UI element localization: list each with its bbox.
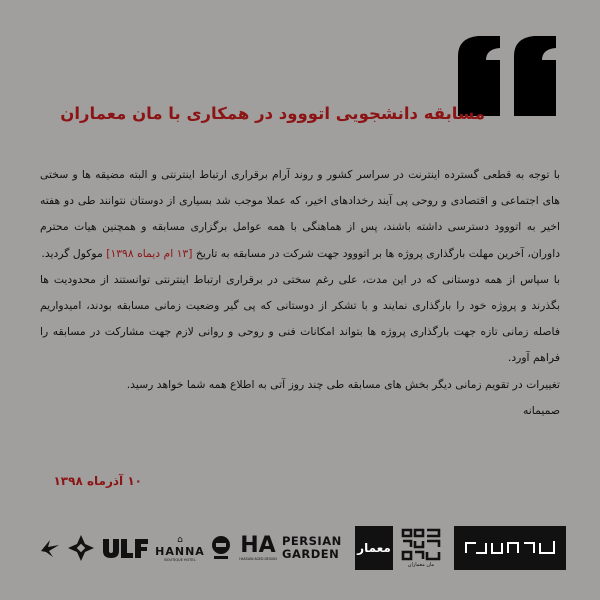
sponsor-logos: [38, 522, 566, 574]
hanna-logo-text: HANNA: [155, 544, 205, 558]
maan-logo-mark-icon: [401, 528, 441, 562]
persian-garden-logo-line1: PERSIAN: [282, 534, 342, 548]
otwood-logo-mark-icon: [462, 539, 558, 557]
paragraph-deadline-end: موکول گردید.: [41, 246, 103, 260]
ha-logo-text: HA: [240, 533, 276, 558]
sign-off: صمیمانه: [523, 403, 560, 417]
deadline-date: [۱۳ ام دیماه ۱۳۹۸]: [106, 246, 193, 260]
ha-logo: [238, 522, 278, 574]
hanna-logo: [152, 522, 208, 574]
star-emblem-logo-icon: [66, 522, 96, 574]
paragraph-thanks: با سپاس از همه دوستانی که در این مدت، علی رغم سختی در برقراری ارتباط اینترنتی توانستند از محدودیت ها بگذرند و پروژه خود را بارگذاری نمایند و با تشکر از دوستانی که پی گیر وضعیت زمانی مسابقه بودند، امیدواریم فاصله زمانی تازه جهت بارگذاری پروژه ها بتواند امکانات فنی و روحی و روانی لازم جهت مشارکت در مسابقه را فراهم آورد.: [40, 272, 560, 365]
paragraph-deadline-text: با توجه به قطعی گسترده اینترنت در سراسر کشور و روند آرام برقراری ارتباط اینترنتی و البته مضیقه ها و سختی های اجتماعی و اقتصادی و روحی پی آیند رخدادهای اخیر، که عملا موجب شد بسیاری از دوستان نتوانند طی دو هفته اخیر به اتووود دسترسی داشته باشند، پس از هماهنگی با همه عوامل برگزاری مسابقه و همچنین هیات محترم داوران، آخرین مهلت بارگذاری پروژه ها بر اتووود جهت شرکت در مسابقه به تاریخ: [40, 168, 560, 260]
persian-garden-logo: [282, 522, 350, 574]
maan-logo-subtext: مان معماران: [407, 562, 435, 568]
ulf-logo-icon: [100, 522, 150, 574]
bird-logo-icon: [38, 522, 62, 574]
announcement-date: ۱۰ آذرماه ۱۳۹۸: [53, 474, 142, 488]
announcement-body: [40, 162, 560, 424]
persian-garden-logo-line2: GARDEN: [282, 547, 340, 561]
ha-logo-subtext: HASSANI AGED DESIGN: [239, 557, 277, 561]
otwood-logo: [454, 522, 566, 574]
hanna-logo-mark-icon: ⌂: [177, 534, 183, 545]
maan-logo: [398, 522, 444, 574]
memar-logo-text: معمار: [357, 541, 391, 555]
round-emblem-logo-icon: [208, 522, 234, 574]
hanna-logo-subtext: BOUTIQUE HOTEL: [164, 557, 196, 562]
paragraph-deadline: [40, 162, 560, 267]
paragraph-schedule: تغییرات در تقویم زمانی دیگر بخش های مسابقه طی چند روز آتی به اطلاع همه شما خواهد رسید.: [126, 377, 560, 391]
memar-logo: [354, 522, 394, 574]
page-title: مسابقه دانشجویی اتووود در همکاری با مان معماران: [60, 104, 485, 123]
